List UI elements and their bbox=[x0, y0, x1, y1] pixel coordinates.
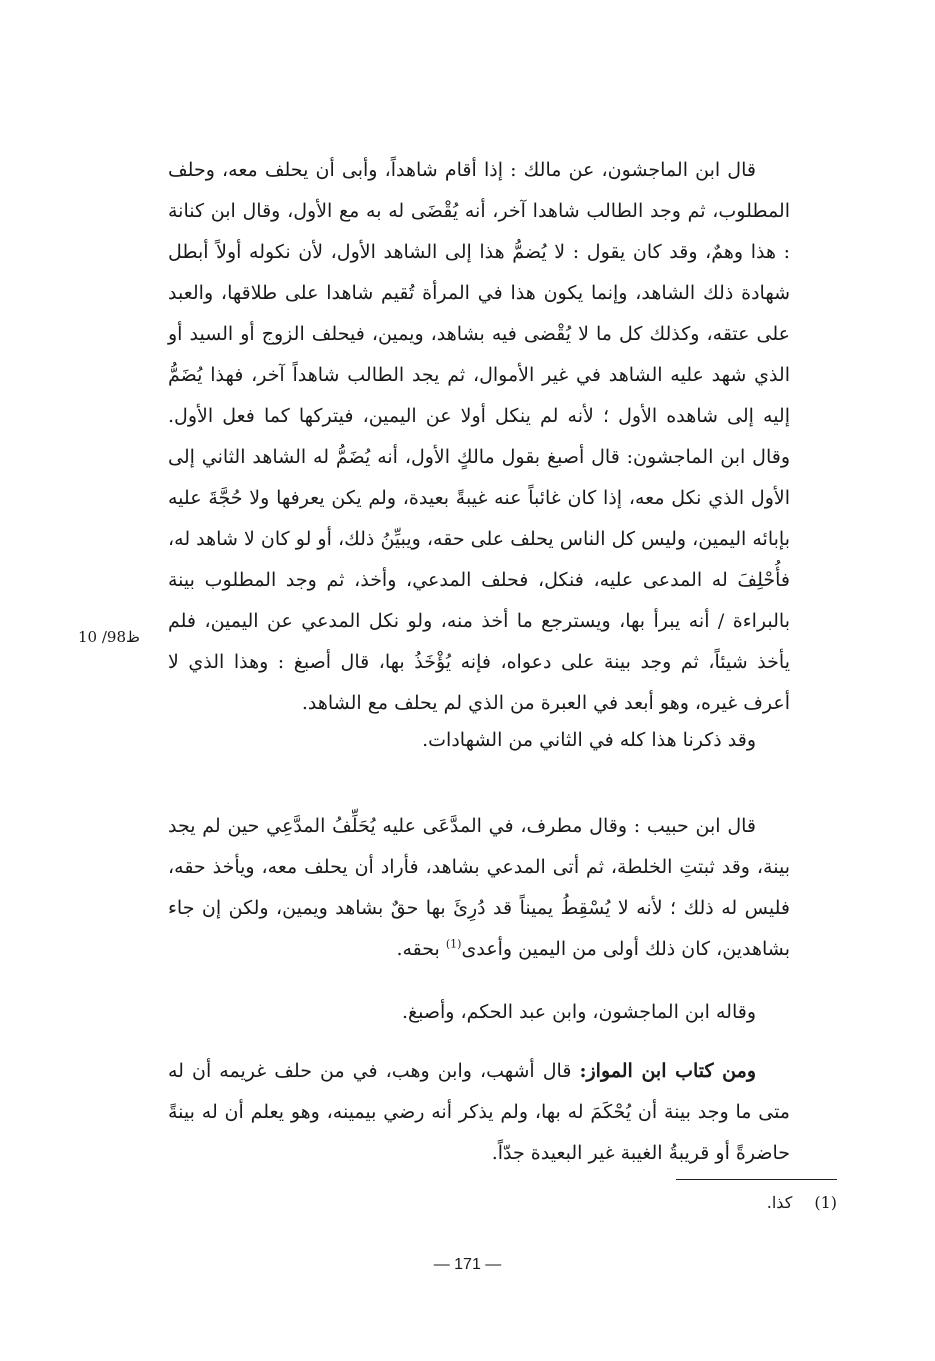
footnote bbox=[600, 1190, 837, 1216]
paragraph-3-block bbox=[168, 806, 790, 970]
source-heading: ومن كتاب ابن المواز: bbox=[579, 1060, 757, 1082]
main-text-block bbox=[168, 150, 790, 724]
paragraph-4: وقاله ابن الماجشون، وابن عبد الحكم، وأصبغ. bbox=[401, 1001, 756, 1023]
footnote-reference[interactable]: (1) bbox=[445, 937, 462, 951]
paragraph-3 bbox=[168, 806, 790, 970]
page-number: — 171 — bbox=[433, 1256, 502, 1273]
paragraph-2-block bbox=[168, 720, 790, 761]
paragraph-2: وقد ذكرنا هذا كله في الثاني من الشهادات. bbox=[422, 729, 756, 751]
paragraph-3-text: قال ابن حبيب : وقال مطرف، في المدَّعَى عليه يُحَلِّفُ المدَّعِي حين لم يجد بينة، وقد ثبتتِ الخلطة، ثم أتى المدعي بشاهد، فأراد أن يحلف معه، ويأخذ حقه، فليس له ذلك ؛ لأنه لا يُسْقِطُ يميناً قد دُرِئَ بها حقٌ بشاهد ويمين، ولكن إن جاء بشاهدين، كان ذلك أولى من اليمين وأعدى bbox=[168, 815, 790, 960]
paragraph-5 bbox=[168, 1051, 790, 1174]
footnote-number: (1) bbox=[814, 1193, 837, 1212]
footnote-divider bbox=[676, 1179, 837, 1180]
paragraph-4-block bbox=[168, 992, 790, 1033]
paragraph-5-text: قال أشهب، وابن وهب، في من حلف غريمه أن له متى ما وجد بينة أن يُحْكَمَ له بها، ولم يذكر أنه رضي بيمينه، وهو يعلم أن له بينةً حاضرةً أو قريبةُ الغيبة غير البعيدة جدّاً. bbox=[168, 1060, 790, 1164]
paragraph-3-tail: بحقه. bbox=[396, 938, 446, 960]
paragraph-1: قال ابن الماجشون، عن مالك : إذا أقام شاهداً، وأبى أن يحلف معه، وحلف المطلوب، ثم وجد الطالب شاهدا آخر، أنه يُقْضَى له به مع الأول، وقال ابن كنانة : هذا وهمٌ، وقد كان يقول : لا يُضمُّ هذا إلى الشاهد الأول، لأن نكوله أولاً أبطل شهادة ذلك الشاهد، وإنما يكون هذا في المرأة تُقيم شاهدا على طلاقها، والعبد على عتقه، وكذلك كل ما لا يُقْضى فيه بشاهد، ويمين، فيحلف الزوج أو السيد أو الذي شهد عليه الشاهد في غير الأموال، ثم يجد الطالب شاهداً آخر، فهذا يُضَمُّ إليه إلى شاهده الأول ؛ لأنه لم ينكل أولا عن اليمين، فيتركها كما فعل الأول. وقال ابن الماجشون: قال أصبغ بقول مالكٍ الأول، أنه يُضَمُّ له الشاهد الثاني إلى الأول الذي نكل معه، إذا كان غائباً عنه غيبةً بعيدة، ولم يكن يعرفها ولا حُجَّةَ عليه بإبائه اليمين، وليس كل الناس يحلف على حقه، ويبيِّنُ ذلك، أو لو كان لا شاهد له، فأُحْلِفَ له المدعى عليه، فنكل، فحلف المدعي، وأخذ، ثم وجد المطلوب بينة بالبراءة / أنه يبرأ بها، ويسترجع ما أخذ منه، ولو نكل المدعي عن اليمين، فلم يأخذ شيئاً، ثم وجد بينة على دعواه، فإنه يُؤْخَذُ بها، قال أصبغ : وهذا الذي لا أعرف غيره، وهو أبعد في العبرة من الذي لم يحلف مع الشاهد. bbox=[168, 159, 790, 714]
manuscript-folio-note: 10 /98ظ bbox=[78, 628, 140, 646]
paragraph-5-block bbox=[168, 1051, 790, 1174]
footnote-text: كذا. bbox=[766, 1193, 793, 1212]
